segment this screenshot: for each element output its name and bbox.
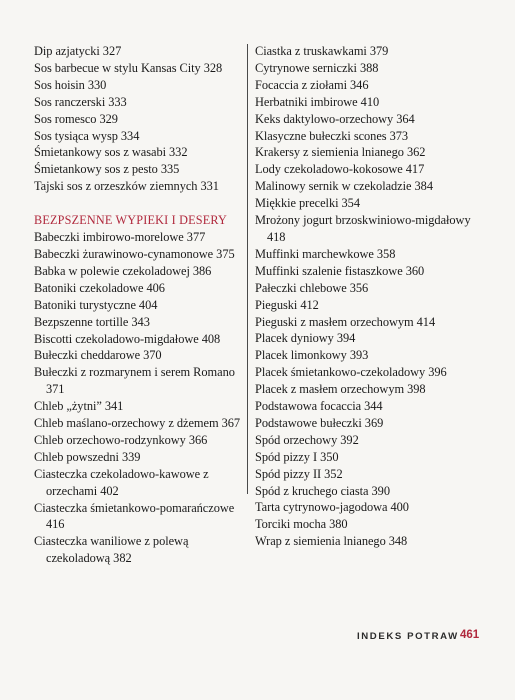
index-entry: Malinowy sernik w czekoladzie 384 xyxy=(255,179,433,194)
index-entry: Krakersy z siemienia lnianego 362 xyxy=(255,145,426,160)
right-column xyxy=(255,43,477,550)
index-entry: Bułeczki z rozmarynem i serem Romano 371 xyxy=(34,365,235,397)
index-entry: Batoniki czekoladowe 406 xyxy=(34,280,165,295)
index-entry: Miękkie precelki 354 xyxy=(255,196,360,211)
index-entry: Sos hoisin 330 xyxy=(34,77,107,92)
index-entry: Chleb orzechowo-rodzynkowy 366 xyxy=(34,432,208,447)
section-title: BEZPSZENNE WYPIEKI I DESERY xyxy=(34,213,228,228)
left-column xyxy=(34,43,242,567)
index-entry: Podstawowe bułeczki 369 xyxy=(255,415,384,430)
running-footer-label: INDEKS POTRAW xyxy=(357,631,459,642)
index-entry: Dip azjatycki 327 xyxy=(34,44,122,58)
column-divider xyxy=(247,44,248,494)
index-entry: Herbatniki imbirowe 410 xyxy=(255,94,380,109)
index-entry: Sos barbecue w stylu Kansas City 328 xyxy=(34,60,223,75)
index-entry: Babeczki imbirowo-morelowe 377 xyxy=(34,230,206,245)
index-entry: Spód z kruchego ciasta 390 xyxy=(255,483,390,498)
index-entry: Placek limonkowy 393 xyxy=(255,348,369,363)
index-entry: Bułeczki cheddarowe 370 xyxy=(34,348,162,363)
sauces-list xyxy=(34,43,242,195)
index-entry: Tajski sos z orzeszków ziemnych 331 xyxy=(34,179,219,194)
index-entry: Muffinki marchewkowe 358 xyxy=(255,246,396,261)
index-entry: Klasyczne bułeczki scones 373 xyxy=(255,128,409,143)
index-entry: Keks daktylowo-orzechowy 364 xyxy=(255,111,415,126)
index-entry: Placek z masłem orzechowym 398 xyxy=(255,382,426,397)
index-entry: Ciastka z truskawkami 379 xyxy=(255,44,389,58)
index-entry: Bezpszenne tortille 343 xyxy=(34,314,150,329)
index-entry: Focaccia z ziołami 346 xyxy=(255,77,369,92)
index-entry: Chleb „żytni” 341 xyxy=(34,399,124,414)
index-entry: Pieguski z masłem orzechowym 414 xyxy=(255,314,436,329)
index-entry: Ciasteczka śmietankowo-pomarańczowe 416 xyxy=(34,500,235,532)
index-entry: Sos tysiąca wysp 334 xyxy=(34,128,140,143)
index-entry: Podstawowa focaccia 344 xyxy=(255,399,383,414)
index-entry: Placek śmietankowo-czekoladowy 396 xyxy=(255,365,447,380)
gluten-free-baking-list xyxy=(34,229,242,567)
index-entry: Muffinki szalenie fistaszkowe 360 xyxy=(255,263,425,278)
index-entry: Śmietankowy sos z wasabi 332 xyxy=(34,145,188,160)
index-entry: Spód orzechowy 392 xyxy=(255,432,359,447)
index-entry: Ciasteczka waniliowe z polewą czekoladową 382 xyxy=(34,534,189,566)
index-entry: Mrożony jogurt brzoskwiniowo-migdałowy 418 xyxy=(255,213,471,244)
index-entry: Cytrynowe serniczki 388 xyxy=(255,60,379,75)
index-entry: Placek dyniowy 394 xyxy=(255,331,356,346)
index-entry: Spód pizzy II 352 xyxy=(255,466,343,481)
index-entry: Śmietankowy sos z pesto 335 xyxy=(34,162,180,177)
index-entry: Biscotti czekoladowo-migdałowe 408 xyxy=(34,331,221,346)
index-entry: Tarta cytrynowo-jagodowa 400 xyxy=(255,500,409,515)
index-entry: Chleb powszedni 339 xyxy=(34,449,141,464)
index-entry: Pieguski 412 xyxy=(255,297,319,312)
index-entry: Wrap z siemienia lnianego 348 xyxy=(255,534,408,549)
index-entry: Sos romesco 329 xyxy=(34,111,118,126)
desserts-list xyxy=(255,43,477,550)
index-entry: Babeczki żurawinowo-cynamonowe 375 xyxy=(34,246,235,261)
index-entry: Ciasteczka czekoladowo-kawowe z orzechami 402 xyxy=(34,466,209,498)
index-entry: Sos ranczerski 333 xyxy=(34,94,127,109)
index-entry: Pałeczki chlebowe 356 xyxy=(255,280,369,295)
page-number: 461 xyxy=(460,629,480,641)
index-entry: Torciki mocha 380 xyxy=(255,517,348,532)
index-entry: Babka w polewie czekoladowej 386 xyxy=(34,263,212,278)
index-entry: Batoniki turystyczne 404 xyxy=(34,297,158,312)
index-entry: Spód pizzy I 350 xyxy=(255,449,339,464)
index-entry: Chleb maślano-orzechowy z dżemem 367 xyxy=(34,416,241,431)
index-entry: Lody czekoladowo-kokosowe 417 xyxy=(255,162,425,177)
